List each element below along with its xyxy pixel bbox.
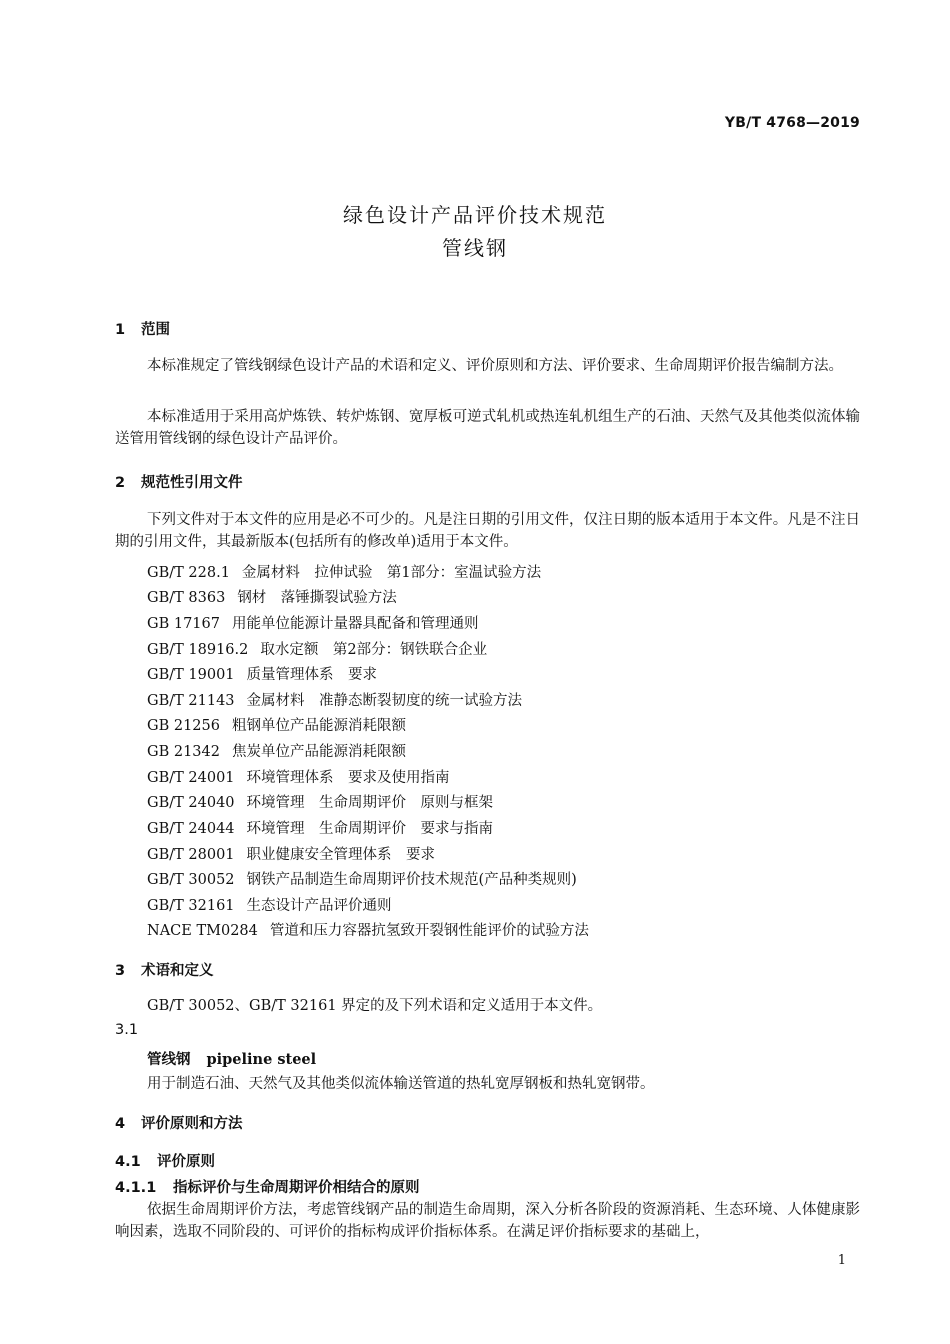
term-definition: 用于制造石油、天然气及其他类似流体输送管道的热轧宽厚钢板和热轧宽钢带。 (147, 1076, 655, 1092)
section-1-paragraph-2: 本标准适用于采用高炉炼铁、转炉炼钢、宽厚板可逆式轧机或热连轧机组生产的石油、天然气及其他类似流体输送管用管线钢的绿色设计产品评价。 (115, 409, 860, 447)
term-en: pipeline steel (206, 1051, 317, 1068)
reference-item: NACE TM0284 管道和压力容器抗氢致开裂钢性能评价的试验方法 (147, 923, 589, 939)
reference-item: GB/T 24001 环境管理体系 要求及使用指南 (147, 770, 450, 786)
subsection-4-1-title: 评价原则 (157, 1154, 215, 1170)
term-number: 3.1 (115, 1022, 139, 1038)
reference-item: GB/T 24044 环境管理 生命周期评价 要求与指南 (147, 821, 494, 837)
subsection-4-1-1-heading (115, 1176, 420, 1197)
subsection-4-1-number: 4.1 (115, 1154, 141, 1170)
section-3-title: 术语和定义 (141, 963, 214, 979)
section-4-title: 评价原则和方法 (141, 1116, 243, 1132)
section-4-heading (115, 1112, 243, 1133)
term-heading (147, 1048, 316, 1069)
standard-number: YB/T 4768—2019 (724, 115, 860, 131)
reference-item: GB/T 28001 职业健康安全管理体系 要求 (147, 847, 436, 863)
page-number: 1 (837, 1253, 846, 1268)
reference-item: GB/T 228.1 金属材料 拉伸试验 第1部分：室温试验方法 (147, 565, 542, 581)
subsection-4-1-1-title: 指标评价与生命周期评价相结合的原则 (173, 1180, 420, 1196)
reference-item: GB 17167 用能单位能源计量器具配备和管理通则 (147, 616, 479, 632)
section-2-number: 2 (115, 475, 126, 491)
reference-item: GB/T 18916.2 取水定额 第2部分：钢铁联合企业 (147, 642, 488, 658)
section-4-number: 4 (115, 1116, 126, 1132)
section-1-title: 范围 (141, 322, 170, 338)
section-3-intro: GB/T 30052、GB/T 32161 界定的及下列术语和定义适用于本文件。 (147, 998, 603, 1014)
section-2-intro: 下列文件对于本文件的应用是必不可少的。凡是注日期的引用文件，仅注日期的版本适用于本文件。凡是不注日期的引用文件，其最新版本(包括所有的修改单)适用于本文件。 (115, 512, 860, 550)
document-subtitle: 管线钢 (442, 236, 508, 260)
subsection-4-1-heading (115, 1150, 215, 1171)
document-title: 绿色设计产品评价技术规范 (343, 203, 607, 227)
section-1-heading (115, 318, 170, 339)
reference-item: GB/T 19001 质量管理体系 要求 (147, 667, 378, 683)
term-zh: 管线钢 (147, 1052, 191, 1068)
reference-item: GB/T 8363 钢材 落锤撕裂试验方法 (147, 590, 397, 606)
subsection-4-1-1-number: 4.1.1 (115, 1180, 157, 1196)
subsection-4-1-1-paragraph: 依据生命周期评价方法，考虑管线钢产品的制造生命周期，深入分析各阶段的资源消耗、生态环境、人体健康影响因素，选取不同阶段的、可评价的指标构成评价指标体系。在满足评价指标要求的基础上， (115, 1202, 860, 1240)
reference-item: GB/T 30052 钢铁产品制造生命周期评价技术规范(产品种类规则) (147, 872, 577, 888)
reference-item: GB/T 32161 生态设计产品评价通则 (147, 898, 392, 914)
section-1-number: 1 (115, 322, 126, 338)
section-1-paragraph-1: 本标准规定了管线钢绿色设计产品的术语和定义、评价原则和方法、评价要求、生命周期评价报告编制方法。 (147, 358, 843, 374)
section-2-title: 规范性引用文件 (141, 475, 243, 491)
section-3-number: 3 (115, 963, 126, 979)
reference-item: GB/T 21143 金属材料 准静态断裂韧度的统一试验方法 (147, 693, 523, 709)
reference-item: GB 21256 粗钢单位产品能源消耗限额 (147, 718, 406, 734)
section-3-heading (115, 959, 214, 980)
section-2-heading (115, 471, 243, 492)
reference-item: GB 21342 焦炭单位产品能源消耗限额 (147, 744, 406, 760)
reference-item: GB/T 24040 环境管理 生命周期评价 原则与框架 (147, 795, 494, 811)
